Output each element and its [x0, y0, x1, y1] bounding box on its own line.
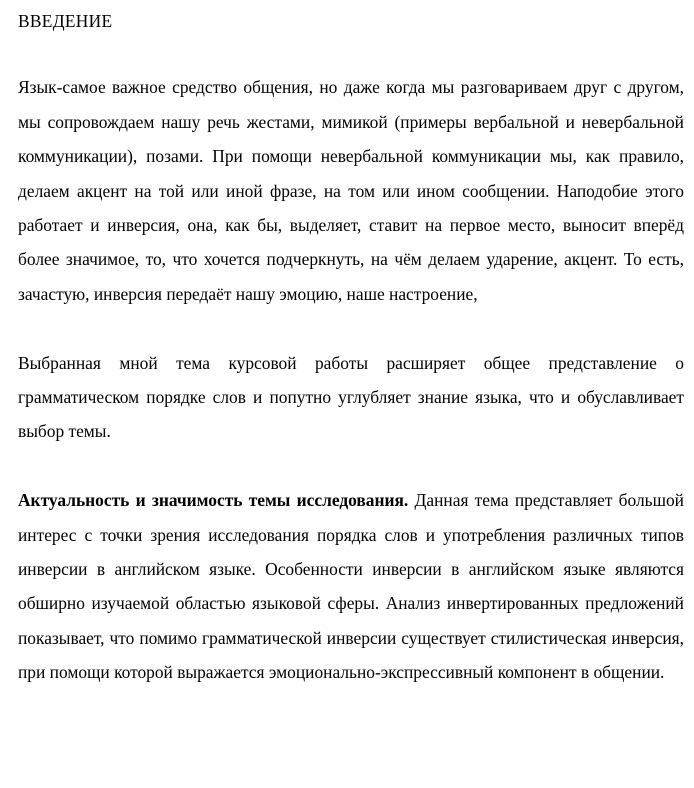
paragraph-gap [18, 311, 684, 345]
relevance-body-text: Данная тема представляет большой интерес с точки зрения исследования порядка слов и употребления различных типов инверсии в английском языке. Особенности инверсии в английском языке являются обширно изучаемой областью языковой сферы. Анализ инвертированных предложений показывает, что помимо грамматической инверсии существует стилистическая инверсия, при помощи которой выражается эмоционально-экспрессивный компонент в общении. [18, 490, 684, 683]
document-page [18, 0, 684, 690]
document-heading: ВВЕДЕНИЕ [18, 11, 113, 31]
paragraph-gap [18, 449, 684, 483]
paragraph-topic-choice: Выбранная мной тема курсовой работы расширяет общее представление о грамматическом порядке слов и попутно углубляет знание языка, что и обуславливает выбор темы. [18, 352, 684, 442]
paragraph-relevance [18, 483, 684, 689]
paragraph-intro: Язык-самое важное средство общения, но даже когда мы разговариваем друг с другом, мы сопровождаем нашу речь жестами, мимикой (примеры вербальной и невербальной коммуникации), позами. При помощи невербальной коммуникации мы, как правило, делаем акцент на той или иной фразе, на том или ином сообщении. Наподобие этого работает и инверсия, она, как бы, выделяет, ставит на первое место, выносит вперёд более значимое, то, что хочется подчеркнуть, на чём делаем ударение, акцент. То есть, зачастую, инверсия передаёт нашу эмоцию, наше настроение, [18, 77, 684, 304]
relevance-bold-lead: Актуальность и значимость темы исследования. [18, 490, 409, 511]
